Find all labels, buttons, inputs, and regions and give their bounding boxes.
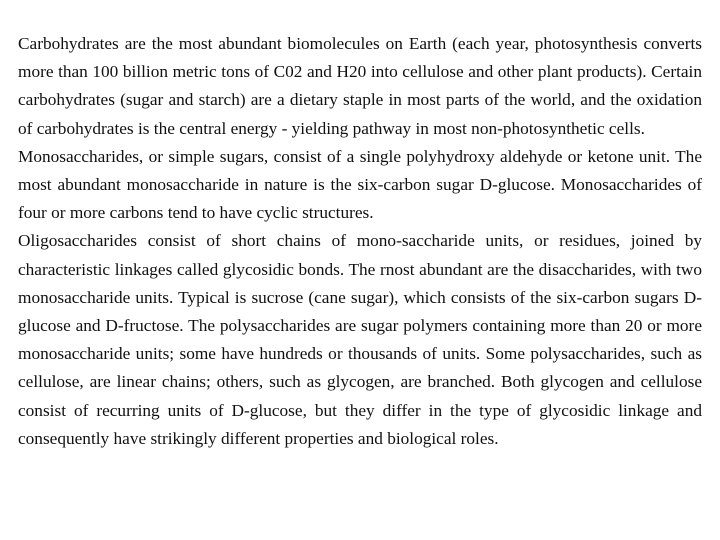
paragraph-monosaccharides: Monosaccharides, or simple sugars, consist of a single polyhydroxy aldehyde or ketone unit. The most abundant monosaccharide in nature is the six-carbon sugar D-glucose. Monosaccharides of four or more carbons tend to have cyclic structures.: [18, 146, 702, 223]
paragraph-carbohydrates-intro: Carbohydrates are the most abundant biomolecules on Earth (each year, photosynthesis converts more than 100 billion metric tons of C02 and H20 into cellulose and other plant products). Certain carbohydrates (sugar and starch) are a dietary staple in most parts of the world, and the oxidation of carbohydrates is the central energy - yielding pathway in most non-photosynthetic cells.: [18, 34, 702, 138]
paragraph-oligosaccharides: Oligosaccharides consist of short chains of mono-saccharide units, or residues, joined by characteristic linkages called glycosidic bonds. The rnost abundant are the disaccharides, with two monosaccharide units. Typical is sucrose (cane sugar), which consists of the six-carbon sugars D-glucose and D-fructose. The polysaccharides are sugar polymers containing more than 20 or more monosaccharide units; some have hundreds or thousands of units. Some polysaccharides, such as cellulose, are linear chains; others, such as glycogen, are branched. Both glycogen and cellulose consist of recurring units of D-glucose, but they differ in the type of glycosidic linkage and consequently have strikingly different properties and biological roles.: [18, 231, 702, 448]
document-body: [18, 30, 702, 453]
